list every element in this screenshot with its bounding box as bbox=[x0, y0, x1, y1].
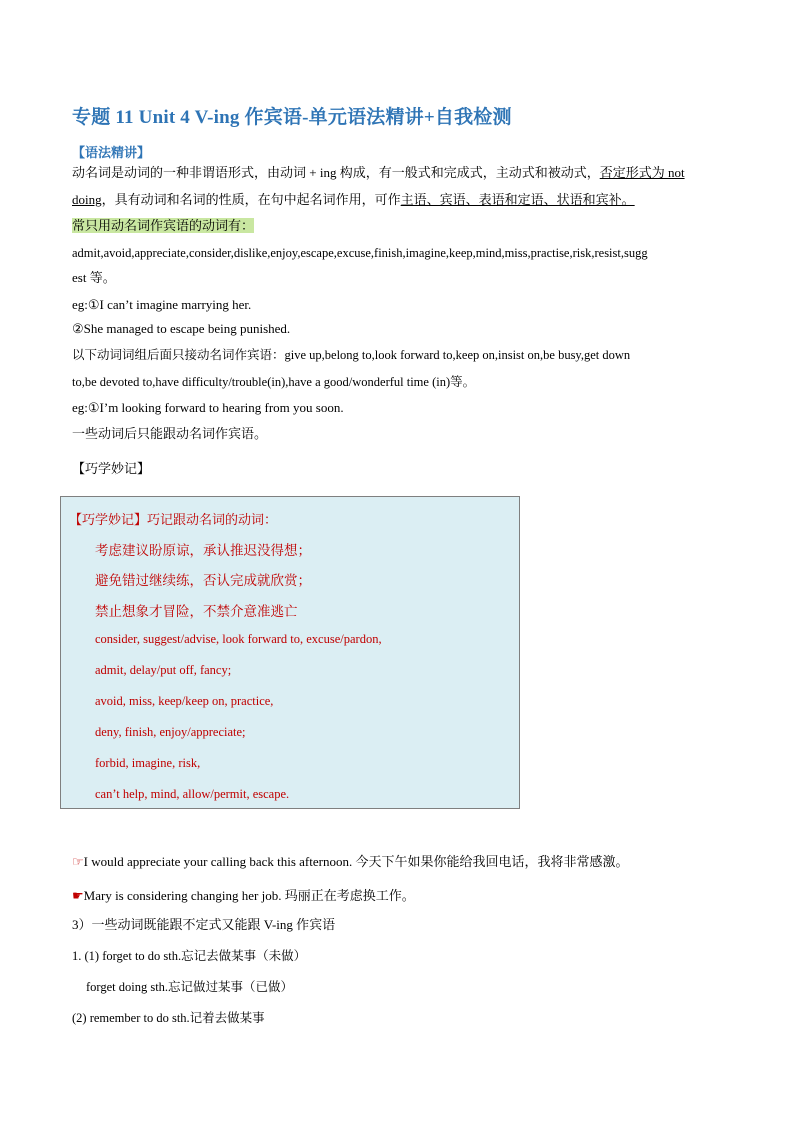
memory-tips-box bbox=[60, 496, 520, 809]
example-with-translation bbox=[72, 851, 628, 870]
example-sentence: eg:①I can’t imagine marrying her. bbox=[72, 297, 252, 312]
section-heading-tips: 【巧学妙记】 bbox=[72, 461, 151, 476]
box-verb-line: can’t help, mind, allow/permit, escape. bbox=[95, 787, 290, 801]
phrase-list-line-1: 以下动词词组后面只接动名词作宾语：give up,belong to,look forward to,keep on,insist on,be busy,get down bbox=[72, 348, 631, 362]
paragraph-text: 动名词是动词的一种非谓语形式，由动词 + ing 构成，有一般式和完成式，主动式和被动式， bbox=[72, 165, 600, 180]
usage-item: forget doing sth.忘记做过某事（已做） bbox=[86, 980, 294, 994]
section-heading-grammar: 【语法精讲】 bbox=[72, 145, 151, 160]
box-verb-line: forbid, imagine, risk, bbox=[95, 756, 201, 770]
page-title: 专题 11 Unit 4 V-ing 作宾语-单元语法精讲+自我检测 bbox=[72, 107, 512, 128]
verb-list-line-2: est 等。 bbox=[72, 270, 116, 285]
underlined-text: 主语、宾语、表语和定语、状语和宾补。 bbox=[400, 192, 635, 207]
box-heading: 【巧学妙记】巧记跟动名词的动词： bbox=[69, 512, 278, 527]
verb-list-line-1: admit,avoid,appreciate,consider,dislike,enjoy,escape,excuse,finish,imagine,keep,mind,miss,practise,risk,resist,sugg bbox=[72, 246, 648, 260]
box-verb-line: consider, suggest/advise, look forward to, excuse/pardon, bbox=[95, 632, 382, 646]
underlined-text: doing bbox=[72, 192, 102, 207]
box-mnemonic-line: 考虑建议盼原谅，承认推迟没得想； bbox=[95, 543, 311, 558]
paragraph-line-2 bbox=[72, 191, 635, 209]
paragraph-line-1 bbox=[72, 164, 685, 182]
gerund-note: 一些动词后只能跟动名词作宾语。 bbox=[72, 426, 268, 441]
point-heading: 3）一些动词既能跟不定式又能跟 V-ing 作宾语 bbox=[72, 917, 336, 932]
underlined-text: 否定形式为 not bbox=[599, 165, 685, 180]
box-verb-line: avoid, miss, keep/keep on, practice, bbox=[95, 694, 274, 708]
box-mnemonic-line: 避免错过继续练，否认完成就欣赏； bbox=[95, 573, 311, 588]
box-verb-line: deny, finish, enjoy/appreciate; bbox=[95, 725, 246, 739]
example-text: Mary is considering changing her job. 玛丽正在考虑换工作。 bbox=[83, 888, 415, 903]
example-text: I would appreciate your calling back this afternoon. 今天下午如果你能给我回电话，我将非常感激。 bbox=[83, 854, 629, 869]
highlighted-text: 常只用动名词作宾语的动词有： bbox=[72, 218, 255, 233]
example-with-translation bbox=[72, 885, 415, 904]
pointing-hand-icon: ☞ bbox=[72, 854, 84, 869]
usage-item: 1. (1) forget to do sth.忘记去做某事（未做） bbox=[72, 949, 307, 963]
box-verb-line: admit, delay/put off, fancy; bbox=[95, 663, 232, 677]
pointing-hand-icon: ☛ bbox=[72, 888, 84, 903]
box-mnemonic-line: 禁止想象才冒险，不禁介意准逃亡 bbox=[95, 604, 298, 619]
example-sentence: ②She managed to escape being punished. bbox=[72, 321, 291, 336]
example-sentence: eg:①I’m looking forward to hearing from you soon. bbox=[72, 400, 344, 415]
highlight-heading bbox=[72, 217, 254, 235]
phrase-list-line-2: to,be devoted to,have difficulty/trouble(in),have a good/wonderful time (in)等。 bbox=[72, 375, 476, 389]
paragraph-text: ，具有动词和名词的性质，在句中起名词作用，可作 bbox=[101, 192, 401, 207]
usage-item: (2) remember to do sth.记着去做某事 bbox=[72, 1011, 265, 1025]
